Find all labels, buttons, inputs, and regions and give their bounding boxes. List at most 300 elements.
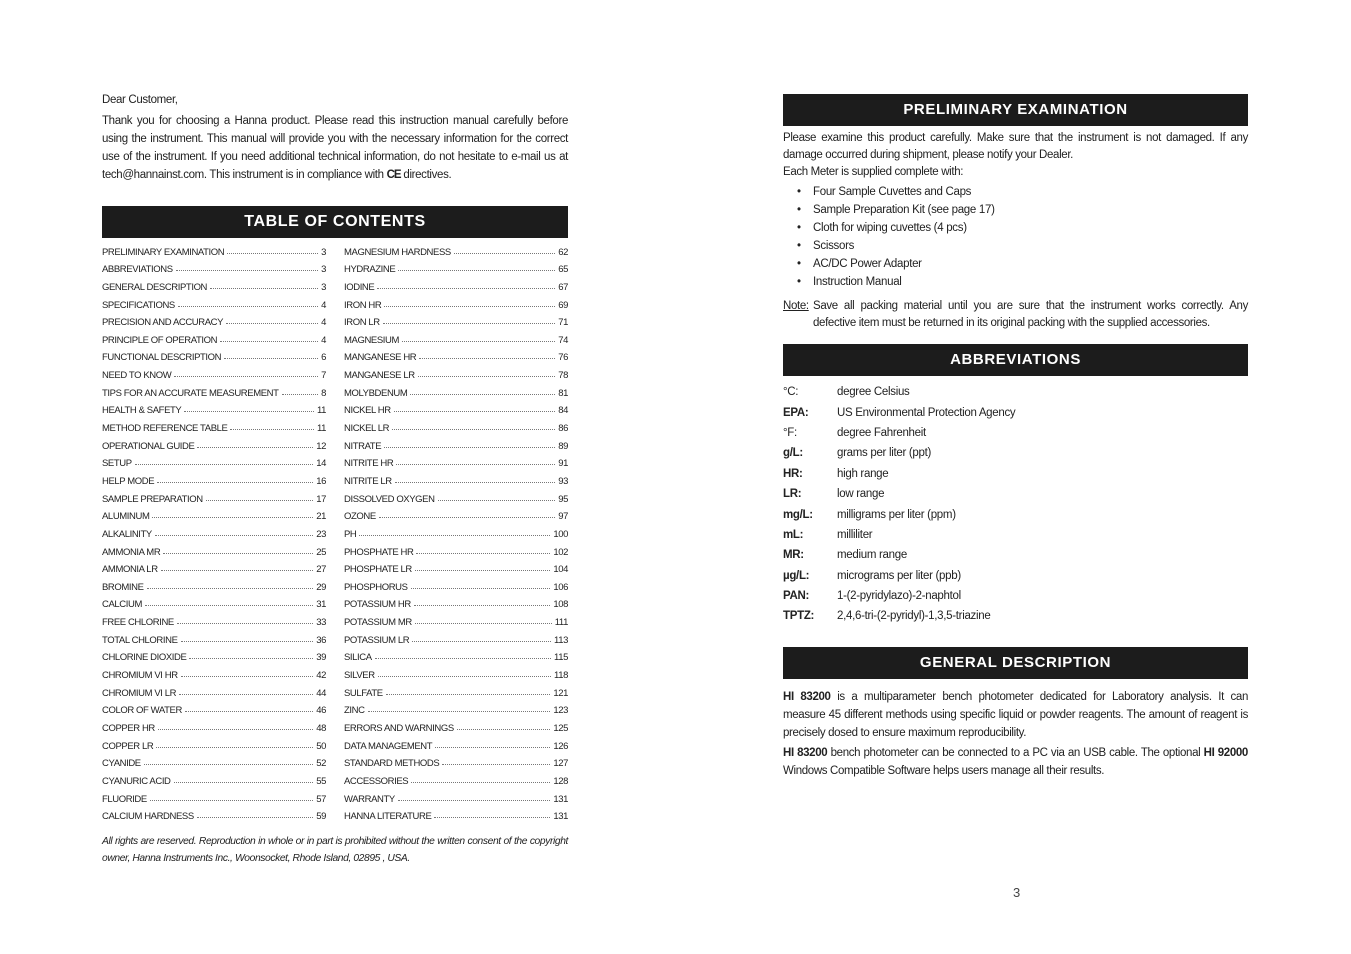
toc-entry-title: OZONE: [344, 511, 376, 523]
toc-dot-leader: [197, 817, 313, 818]
toc-dot-leader: [392, 429, 555, 430]
toc-entry-page: 31: [316, 599, 326, 611]
toc-entry-title: ALUMINUM: [102, 511, 150, 523]
toc-entry-title: ALKALINITY: [102, 528, 152, 540]
abbreviation-row: [783, 423, 1248, 443]
toc-dot-leader: [395, 482, 555, 483]
toc-entry-page: 104: [553, 564, 568, 576]
toc-entry: [102, 275, 326, 293]
toc-entry-title: ZINC: [344, 705, 365, 717]
toc-dot-leader: [174, 782, 314, 783]
abbreviations-title: ABBREVIATIONS: [783, 344, 1248, 376]
toc-entry-title: TIPS FOR AN ACCURATE MEASUREMENT: [102, 387, 279, 399]
toc-entry-title: ACCESSORIES: [344, 775, 409, 787]
toc-entry: [102, 575, 326, 593]
toc-entry: [344, 646, 568, 664]
toc-dot-leader: [379, 517, 555, 518]
toc-entry-title: ERRORS AND WARNINGS: [344, 722, 454, 734]
toc-entry: [102, 293, 326, 311]
supplied-item: • Instruction Manual: [797, 273, 1248, 291]
toc-dot-leader: [438, 500, 556, 501]
toc-entry-title: DISSOLVED OXYGEN: [344, 493, 435, 505]
toc-dot-leader: [224, 358, 318, 359]
toc-entry-title: CHROMIUM VI LR: [102, 687, 177, 699]
abbreviation-value: US Environmental Protection Agency: [837, 406, 1016, 419]
toc-entry: [344, 787, 568, 805]
toc-entry: [344, 293, 568, 311]
ce-mark-icon: CE: [386, 169, 401, 181]
abbreviation-value: milliliter: [837, 528, 873, 541]
toc-entry-page: 91: [558, 458, 568, 470]
note: [783, 298, 1248, 332]
toc-dot-leader: [230, 429, 313, 430]
abbreviation-value: 2,4,6-tri-(2-pyridyl)-1,3,5-triazine: [837, 610, 991, 623]
abbreviation-row: [783, 525, 1248, 545]
toc-entry-title: AMMONIA LR: [102, 564, 158, 576]
toc-entry-title: HELP MODE: [102, 475, 155, 487]
toc-entry-title: FUNCTIONAL DESCRIPTION: [102, 352, 222, 364]
toc-entry-page: 29: [316, 581, 326, 593]
model-name: HI 83200: [783, 691, 831, 703]
toc-entry: [344, 399, 568, 417]
abbreviation-row: [783, 566, 1248, 586]
toc-entry: [344, 699, 568, 717]
toc-entry: [344, 416, 568, 434]
intro-text: Thank you for choosing a Hanna product. Please read this instruction manual carefully before using the instrument. This manual will provide you with the necessary information for the correct use of the instrument. If you need additional technical information, do not hesitate to e-mail us at tech@hannainst.com. This instrument is in compliance with: [102, 115, 568, 181]
toc-entry-title: SULFATE: [344, 687, 383, 699]
toc-entry: [102, 540, 326, 558]
toc-entry-page: 76: [558, 352, 568, 364]
toc-dot-leader: [144, 764, 313, 765]
toc-dot-leader: [155, 535, 313, 536]
toc-entry-title: SILICA: [344, 652, 372, 664]
preliminary-examination-title: PRELIMINARY EXAMINATION: [783, 94, 1248, 126]
software-model-name: HI 92000: [1203, 747, 1248, 759]
toc-entry: [344, 452, 568, 470]
toc-dot-leader: [156, 747, 313, 748]
toc-entry-title: PHOSPHATE LR: [344, 564, 412, 576]
toc-dot-leader: [368, 711, 551, 712]
abbreviation-row: [783, 382, 1248, 402]
toc-dot-leader: [415, 623, 552, 624]
toc-dot-leader: [152, 517, 313, 518]
toc-entry-page: 16: [316, 475, 326, 487]
toc-dot-leader: [396, 464, 555, 465]
abbreviation-key: µg/L:: [783, 569, 810, 582]
toc-entry-title: NEED TO KNOW: [102, 370, 172, 382]
toc-dot-leader: [412, 641, 551, 642]
toc-dot-leader: [414, 605, 551, 606]
toc-dot-leader: [226, 323, 318, 324]
toc-entry-title: POTASSIUM MR: [344, 617, 412, 629]
toc-entry-title: MANGANESE HR: [344, 352, 417, 364]
toc-dot-leader: [394, 411, 555, 412]
supplied-items-list: [783, 183, 1248, 291]
toc-entry-page: 100: [553, 528, 568, 540]
toc-entry-page: 55: [316, 775, 326, 787]
toc-entry-page: 125: [553, 722, 568, 734]
toc-entry-title: IODINE: [344, 281, 375, 293]
toc-entry-title: CHROMIUM VI HR: [102, 670, 178, 682]
toc-dot-leader: [411, 588, 551, 589]
toc-entry: [102, 558, 326, 576]
abbreviation-key: MR:: [783, 549, 804, 562]
toc-entry: [344, 522, 568, 540]
toc-entry: [102, 505, 326, 523]
toc-dot-leader: [135, 464, 314, 465]
toc-entry-title: TOTAL CHLORINE: [102, 634, 178, 646]
table-of-contents: [102, 240, 568, 822]
toc-entry: [344, 663, 568, 681]
note-text: Save all packing material until you are sure that the instrument works correctly. Any defective item must be returned in its original packing with the supplied accessories.: [813, 300, 1248, 329]
toc-entry-page: 86: [558, 423, 568, 435]
toc-dot-leader: [210, 288, 318, 289]
abbreviation-value: degree Fahrenheit: [837, 426, 926, 439]
toc-entry-title: PRECISION AND ACCURACY: [102, 317, 224, 329]
toc-dot-leader: [398, 270, 555, 271]
toc-entry-title: IRON HR: [344, 299, 382, 311]
toc-dot-leader: [454, 253, 555, 254]
abbreviation-key: TPTZ:: [783, 610, 815, 623]
toc-entry: [344, 258, 568, 276]
toc-entry-title: NITRATE: [344, 440, 382, 452]
toc-dot-leader: [419, 358, 555, 359]
toc-entry-title: POTASSIUM LR: [344, 634, 410, 646]
toc-entry-page: 108: [553, 599, 568, 611]
toc-entry-page: 6: [321, 352, 326, 364]
toc-entry-title: HANNA LITERATURE: [344, 811, 432, 823]
toc-entry: [344, 363, 568, 381]
toc-entry-page: 50: [316, 740, 326, 752]
toc-dot-leader: [147, 588, 314, 589]
toc-entry-page: 113: [554, 634, 568, 646]
toc-entry-title: MAGNESIUM HARDNESS: [344, 246, 451, 258]
toc-entry: [344, 381, 568, 399]
toc-entry-title: DATA MANAGEMENT: [344, 740, 433, 752]
toc-entry: [102, 434, 326, 452]
toc-dot-leader: [158, 729, 313, 730]
general-description-title: GENERAL DESCRIPTION: [783, 647, 1248, 679]
supplied-intro: Each Meter is supplied complete with:: [783, 166, 964, 178]
toc-dot-leader: [150, 800, 313, 801]
abbreviation-value: micrograms per liter (ppb): [837, 569, 961, 582]
toc-dot-leader: [359, 535, 550, 536]
toc-entry-title: COLOR OF WATER: [102, 705, 182, 717]
abbreviation-key: g/L:: [783, 447, 803, 460]
toc-entry-page: 59: [316, 811, 326, 823]
toc-entry: [102, 240, 326, 258]
toc-entry: [102, 593, 326, 611]
toc-entry-page: 36: [316, 634, 326, 646]
toc-entry-page: 25: [316, 546, 326, 558]
abbreviation-row: [783, 545, 1248, 565]
toc-entry: [102, 452, 326, 470]
copyright-notice: All rights are reserved. Reproduction in whole or in part is prohibited without the written consent of the copyright owner, Hanna Instruments Inc., Woonsocket, Rhode Island, 02895 , USA.: [102, 836, 568, 864]
general-description-p2-text: bench photometer can be connected to a PC via an USB cable. The optional: [830, 747, 1201, 759]
toc-entry: [344, 769, 568, 787]
toc-entry-title: COPPER LR: [102, 740, 154, 752]
toc-entry-page: 97: [558, 511, 568, 523]
toc-entry: [344, 734, 568, 752]
toc-entry-page: 106: [553, 581, 568, 593]
toc-dot-leader: [179, 694, 313, 695]
toc-entry-title: CALCIUM HARDNESS: [102, 811, 194, 823]
abbreviation-key: mL:: [783, 528, 804, 541]
toc-entry-page: 84: [558, 405, 568, 417]
toc-entry: [102, 381, 326, 399]
toc-entry-page: 127: [553, 758, 568, 770]
toc-dot-leader: [227, 253, 318, 254]
toc-entry-page: 3: [321, 281, 326, 293]
toc-dot-leader: [176, 270, 318, 271]
toc-entry-title: NICKEL LR: [344, 423, 390, 435]
abbreviation-value: 1-(2-pyridylazo)-2-naphtol: [837, 590, 961, 603]
greeting: Dear Customer,: [102, 94, 178, 106]
toc-dot-leader: [384, 306, 555, 307]
toc-entry-page: 39: [316, 652, 326, 664]
toc-column-2: [344, 240, 568, 822]
toc-entry-title: AMMONIA MR: [102, 546, 161, 558]
toc-dot-leader: [181, 676, 314, 677]
toc-dot-leader: [416, 553, 550, 554]
toc-entry-title: SILVER: [344, 670, 375, 682]
abbreviation-value: degree Celsius: [837, 386, 910, 399]
toc-entry: [102, 416, 326, 434]
toc-entry: [344, 240, 568, 258]
toc-entry-title: CALCIUM: [102, 599, 142, 611]
general-description-p1-text: is a multiparameter bench photometer dedicated for Laboratory analysis. It can measure 45 different methods using specific liquid or powder reagents. The amount of reagent is precisely dosed to ensure maximum reproducibility.: [783, 691, 1248, 739]
toc-entry-title: BROMINE: [102, 581, 144, 593]
toc-entry: [344, 681, 568, 699]
toc-dot-leader: [398, 800, 551, 801]
toc-entry-page: 131: [553, 793, 568, 805]
toc-entry: [102, 363, 326, 381]
abbreviation-row: [783, 464, 1248, 484]
supplied-item: • Cloth for wiping cuvettes (4 pcs): [797, 219, 1248, 237]
toc-entry: [344, 434, 568, 452]
toc-entry-page: 33: [316, 617, 326, 629]
toc-entry: [102, 399, 326, 417]
abbreviation-key: °F:: [783, 426, 797, 439]
toc-entry: [344, 487, 568, 505]
abbreviation-value: high range: [837, 467, 889, 480]
toc-entry-page: 44: [316, 687, 326, 699]
toc-dot-leader: [189, 658, 313, 659]
toc-entry-title: FLUORIDE: [102, 793, 147, 805]
toc-dot-leader: [415, 570, 550, 571]
toc-dot-leader: [206, 500, 314, 501]
toc-entry: [102, 787, 326, 805]
toc-dot-leader: [386, 694, 551, 695]
toc-entry: [102, 646, 326, 664]
preliminary-text: Please examine this product carefully. Make sure that the instrument is not damaged. If any damage occurred during shipment, please notify your Dealer.: [783, 132, 1248, 161]
toc-entry-title: MANGANESE LR: [344, 370, 415, 382]
toc-entry-title: SAMPLE PREPARATION: [102, 493, 203, 505]
toc-entry: [344, 628, 568, 646]
toc-entry: [344, 328, 568, 346]
general-description-p2: [783, 744, 1248, 780]
toc-entry: [344, 275, 568, 293]
toc-entry-page: 3: [321, 246, 326, 258]
toc-entry-page: 81: [558, 387, 568, 399]
toc-entry: [102, 610, 326, 628]
model-name: HI 83200: [783, 747, 828, 759]
toc-entry: [344, 311, 568, 329]
toc-entry: [102, 469, 326, 487]
supplied-item: • Scissors: [797, 237, 1248, 255]
toc-dot-leader: [375, 658, 551, 659]
toc-entry: [344, 505, 568, 523]
toc-entry: [102, 328, 326, 346]
toc-dot-leader: [178, 306, 318, 307]
toc-entry-title: CYANURIC ACID: [102, 775, 171, 787]
toc-dot-leader: [185, 711, 313, 712]
toc-dot-leader: [177, 623, 313, 624]
toc-dot-leader: [157, 482, 313, 483]
toc-entry: [344, 558, 568, 576]
abbreviation-row: [783, 606, 1248, 626]
toc-dot-leader: [181, 641, 314, 642]
toc-entry: [344, 593, 568, 611]
supplied-item: • Four Sample Cuvettes and Caps: [797, 183, 1248, 201]
toc-entry-page: 128: [553, 775, 568, 787]
toc-entry: [344, 469, 568, 487]
toc-entry-title: PH: [344, 528, 357, 540]
abbreviation-row: [783, 586, 1248, 606]
toc-entry: [344, 575, 568, 593]
toc-entry-page: 67: [558, 281, 568, 293]
abbreviation-value: low range: [837, 488, 885, 501]
toc-entry-title: HEALTH & SAFETY: [102, 405, 182, 417]
toc-column-1: [102, 240, 326, 822]
toc-entry-page: 17: [316, 493, 326, 505]
abbreviation-row: [783, 443, 1248, 463]
toc-entry-title: METHOD REFERENCE TABLE: [102, 423, 228, 435]
supplied-item: • AC/DC Power Adapter: [797, 255, 1248, 273]
abbreviation-row: [783, 484, 1248, 504]
toc-dot-leader: [434, 817, 550, 818]
toc-entry: [344, 540, 568, 558]
toc-entry-page: 23: [316, 528, 326, 540]
toc-entry: [102, 487, 326, 505]
abbreviation-key: HR:: [783, 467, 803, 480]
toc-entry: [344, 716, 568, 734]
toc-dot-leader: [377, 288, 555, 289]
supplied-item: • Sample Preparation Kit (see page 17): [797, 201, 1248, 219]
toc-dot-leader: [174, 376, 318, 377]
toc-entry: [102, 663, 326, 681]
intro-paragraph: [102, 112, 568, 184]
toc-dot-leader: [378, 676, 551, 677]
toc-entry-title: HYDRAZINE: [344, 264, 396, 276]
abbreviation-key: mg/L:: [783, 508, 813, 521]
toc-entry: [102, 699, 326, 717]
toc-entry-page: 71: [558, 317, 568, 329]
toc-entry-page: 62: [558, 246, 568, 258]
general-description-p1: [783, 688, 1248, 742]
toc-dot-leader: [384, 447, 555, 448]
toc-entry-page: 27: [316, 564, 326, 576]
toc-entry-page: 11: [316, 423, 326, 435]
toc-entry-page: 65: [558, 264, 568, 276]
toc-entry-page: 74: [558, 334, 568, 346]
toc-entry-title: GENERAL DESCRIPTION: [102, 281, 208, 293]
toc-dot-leader: [282, 394, 319, 395]
toc-entry-page: 69: [558, 299, 568, 311]
toc-entry: [102, 628, 326, 646]
toc-dot-leader: [220, 341, 318, 342]
toc-entry-page: 78: [558, 370, 568, 382]
toc-entry-title: NITRITE HR: [344, 458, 394, 470]
toc-entry-title: MAGNESIUM: [344, 334, 399, 346]
toc-entry: [102, 752, 326, 770]
note-label: Note:: [783, 300, 809, 312]
toc-entry-page: 118: [554, 670, 568, 682]
abbreviation-key: PAN:: [783, 590, 810, 603]
toc-entry-title: FREE CHLORINE: [102, 617, 174, 629]
toc-dot-leader: [411, 782, 550, 783]
toc-entry-page: 21: [316, 511, 326, 523]
general-description-p2-text-end: Windows Compatible Software helps users manage all their results.: [783, 765, 1105, 777]
abbreviation-key: °C:: [783, 386, 799, 399]
toc-entry-page: 8: [321, 387, 326, 399]
toc-entry-title: OPERATIONAL GUIDE: [102, 440, 195, 452]
toc-entry-title: SETUP: [102, 458, 132, 470]
toc-dot-leader: [161, 570, 314, 571]
toc-entry-page: 14: [316, 458, 326, 470]
toc-entry: [102, 734, 326, 752]
abbreviation-key: LR:: [783, 488, 802, 501]
toc-dot-leader: [383, 323, 555, 324]
toc-entry: [102, 805, 326, 823]
toc-dot-leader: [410, 394, 555, 395]
toc-entry-page: 4: [321, 334, 326, 346]
toc-entry-page: 12: [316, 440, 326, 452]
toc-entry-page: 7: [321, 370, 326, 382]
toc-dot-leader: [442, 764, 550, 765]
intro-text-end: directives.: [403, 169, 452, 181]
toc-dot-leader: [197, 447, 313, 448]
toc-entry-page: 95: [558, 493, 568, 505]
toc-dot-leader: [457, 729, 551, 730]
toc-entry-title: PRELIMINARY EXAMINATION: [102, 246, 225, 258]
toc-entry-page: 4: [321, 317, 326, 329]
toc-entry-title: IRON LR: [344, 317, 380, 329]
toc-entry-page: 57: [316, 793, 326, 805]
toc-entry-title: SPECIFICATIONS: [102, 299, 175, 311]
toc-entry-page: 4: [321, 299, 326, 311]
toc-entry: [344, 610, 568, 628]
toc-entry-title: NITRITE LR: [344, 475, 392, 487]
abbreviation-row: [783, 504, 1248, 524]
toc-entry-page: 126: [553, 740, 568, 752]
toc-dot-leader: [163, 553, 313, 554]
toc-entry-page: 111: [554, 617, 568, 629]
toc-entry-title: CHLORINE DIOXIDE: [102, 652, 187, 664]
toc-entry: [102, 716, 326, 734]
toc-entry-title: POTASSIUM HR: [344, 599, 411, 611]
toc-entry-title: PHOSPHATE HR: [344, 546, 414, 558]
toc-entry-page: 89: [558, 440, 568, 452]
toc-entry: [102, 346, 326, 364]
toc-entry-page: 93: [558, 475, 568, 487]
toc-entry-page: 115: [554, 652, 568, 664]
page-number: 3: [1013, 885, 1021, 900]
toc-entry-title: CYANIDE: [102, 758, 141, 770]
abbreviations-list: [783, 382, 1248, 627]
toc-entry-page: 48: [316, 722, 326, 734]
toc-entry-page: 123: [553, 705, 568, 717]
